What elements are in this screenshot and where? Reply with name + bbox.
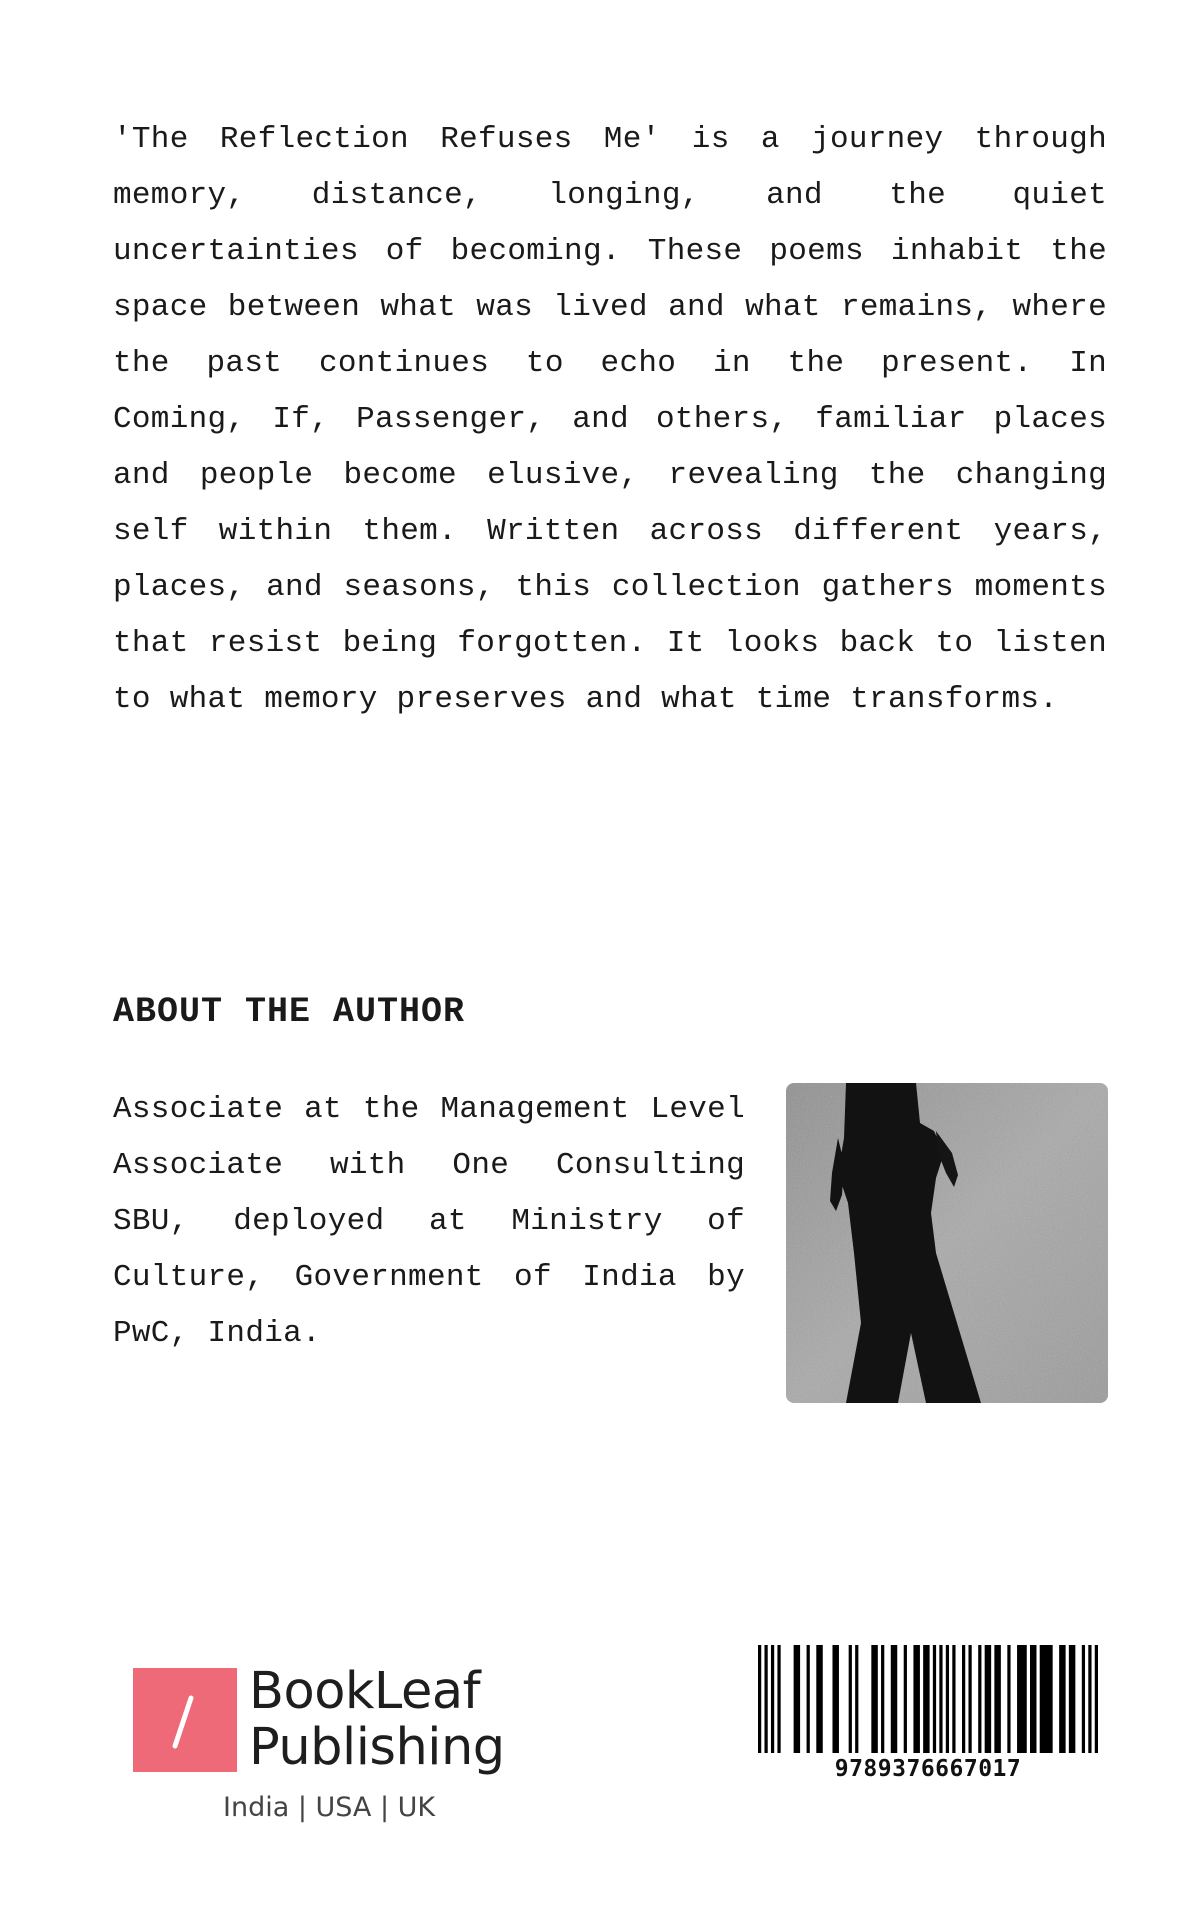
barcode-bar xyxy=(1059,1645,1065,1753)
barcode-bar xyxy=(881,1645,884,1753)
barcode-bar xyxy=(952,1645,955,1753)
barcode-bar xyxy=(758,1645,761,1753)
author-photo xyxy=(786,1083,1108,1403)
barcode-bar xyxy=(1088,1645,1091,1753)
publisher-name-line2: Publishing xyxy=(249,1718,505,1777)
barcode-bar xyxy=(807,1645,810,1753)
barcode-bar xyxy=(968,1645,971,1753)
author-bio: Associate at the Management Level Associate with One Consulting SBU, deployed at Ministry of Culture, Government of India by PwC, India. xyxy=(113,1092,745,1351)
barcode-bar xyxy=(933,1645,936,1753)
isbn-barcode xyxy=(758,1645,1098,1785)
barcode-bar xyxy=(1007,1645,1010,1753)
barcode-bar xyxy=(994,1645,1000,1753)
barcode-bar xyxy=(939,1645,942,1753)
publisher-regions: India | USA | UK xyxy=(223,1792,436,1823)
barcode-bar xyxy=(764,1645,767,1753)
about-author-heading: ABOUT THE AUTHOR xyxy=(113,992,466,1032)
barcode-bar xyxy=(1040,1645,1053,1753)
barcode-bar xyxy=(913,1645,919,1753)
barcode-bar xyxy=(946,1645,949,1753)
barcode-bar xyxy=(794,1645,800,1753)
barcode-bar xyxy=(849,1645,852,1753)
barcode-bar xyxy=(1095,1645,1098,1753)
barcode-bar xyxy=(1082,1645,1085,1753)
barcode-bar xyxy=(771,1645,774,1753)
barcode-bar xyxy=(923,1645,929,1753)
publisher-name-line1: BookLeaf xyxy=(249,1662,481,1721)
barcode-bar xyxy=(962,1645,965,1753)
barcode-bar xyxy=(871,1645,877,1753)
barcode-bar xyxy=(891,1645,897,1753)
barcode-bar xyxy=(978,1645,981,1753)
barcode-bar xyxy=(855,1645,858,1753)
publisher-logo-mark xyxy=(133,1668,237,1772)
barcode-bar xyxy=(1069,1645,1075,1753)
isbn-number: 9789376667017 xyxy=(834,1756,1022,1782)
barcode-bar xyxy=(904,1645,907,1753)
barcode-bar xyxy=(816,1645,822,1753)
barcode-bar xyxy=(1017,1645,1027,1753)
barcode-bar xyxy=(832,1645,838,1753)
publisher-logo xyxy=(133,1660,533,1830)
barcode-bar xyxy=(985,1645,991,1753)
barcode-bar xyxy=(1030,1645,1036,1753)
barcode-bars xyxy=(758,1645,1098,1753)
book-blurb: 'The Reflection Refuses Me' is a journey through memory, distance, longing, and the quiet uncertainties of becoming. These poems inhabit the space between what was lived and what remains, where the past continues to echo in the present. In Coming, If, Passenger, and others, familiar places and people become elusive, revealing the changing self within them. Written across different years, places, and seasons, this collection gathers moments that resist being forgotten. It looks back to listen to what memory preserves and what time transforms. xyxy=(113,122,1107,717)
slash-icon xyxy=(133,1668,237,1772)
barcode-bar xyxy=(777,1645,780,1753)
